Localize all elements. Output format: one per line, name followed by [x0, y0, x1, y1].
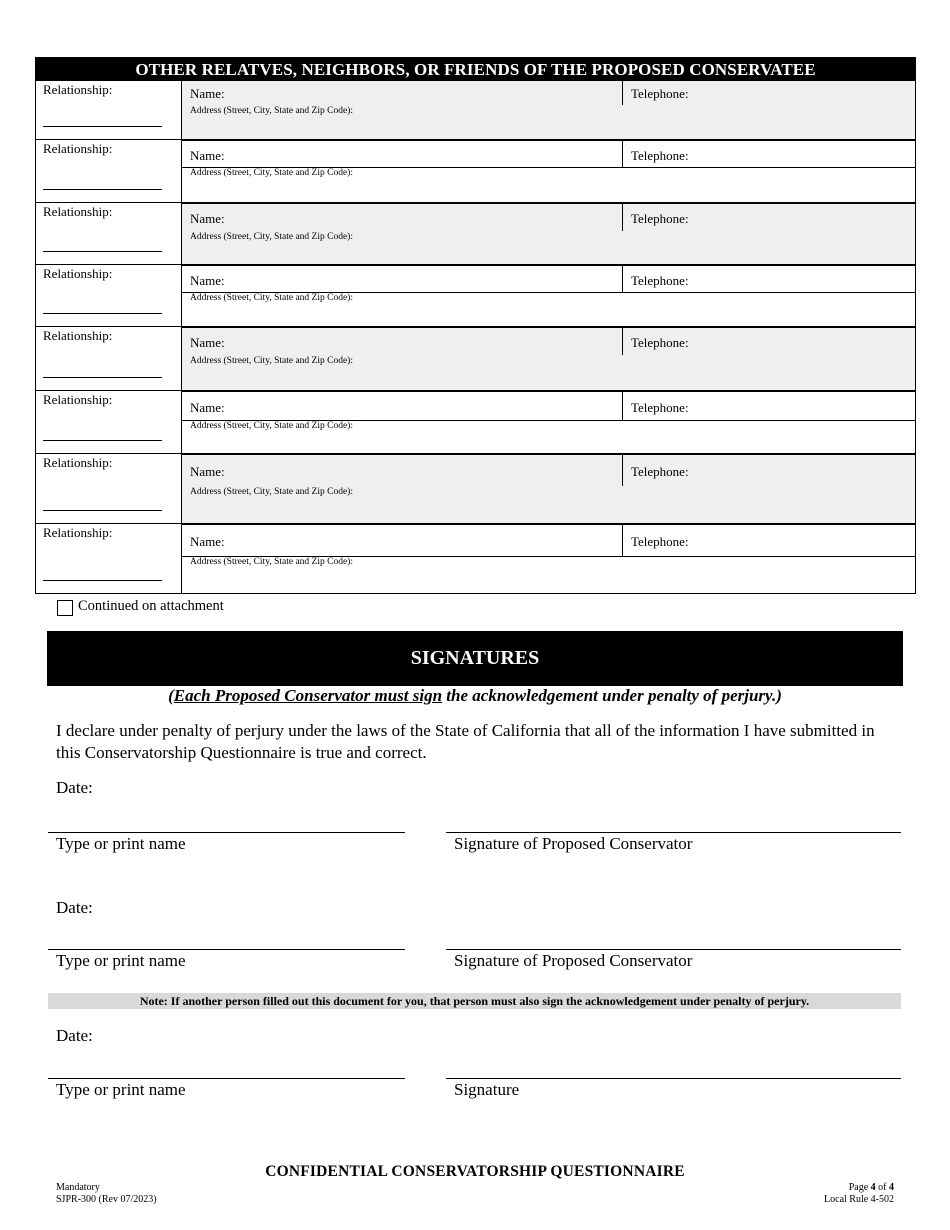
preparer-note: Note: If another person filled out this document for you, that person must also sign the acknowledgement under penalty of perjury. — [48, 993, 901, 1009]
name-label: Name: — [190, 534, 225, 549]
signature-instruction: (Each Proposed Conservator must sign the acknowledgement under penalty of perjury.) — [168, 686, 782, 705]
relationship-label: Relationship: — [43, 266, 113, 281]
telephone-field[interactable] — [622, 265, 916, 293]
name-field[interactable] — [181, 140, 623, 168]
name-label: Name: — [190, 400, 225, 415]
signature-line-1[interactable] — [446, 832, 901, 833]
conservator-signature-label-2: Signature of Proposed Conservator — [454, 951, 693, 970]
print-name-line-2[interactable] — [48, 949, 405, 950]
relationship-label: Relationship: — [43, 328, 113, 343]
relationship-label: Relationship: — [43, 141, 113, 156]
print-name-line-1[interactable] — [48, 832, 405, 833]
address-field[interactable] — [181, 167, 916, 203]
address-label: Address (Street, City, State and Zip Code): — [190, 557, 353, 567]
relationship-blank-line[interactable] — [43, 580, 162, 581]
address-field[interactable] — [181, 292, 916, 327]
relationship-label: Relationship: — [43, 455, 113, 470]
print-name-line-3[interactable] — [48, 1078, 405, 1079]
form-number: SJPR-300 (Rev 07/2023) — [56, 1194, 157, 1205]
telephone-field[interactable] — [622, 327, 916, 356]
mandatory-label: Mandatory — [56, 1182, 100, 1193]
local-rule: Local Rule 4-502 — [824, 1194, 894, 1205]
instruction-emphasis: Each Proposed Conservator must sign — [173, 686, 443, 705]
date-label-2: Date: — [56, 898, 93, 917]
telephone-field[interactable] — [622, 391, 916, 421]
relative-entry — [35, 265, 916, 327]
preparer-signature-label: Signature — [454, 1080, 520, 1099]
name-label: Name: — [190, 335, 225, 350]
relationship-blank-line[interactable] — [43, 440, 162, 441]
relationship-cell[interactable] — [35, 265, 182, 327]
relationship-blank-line[interactable] — [43, 377, 162, 378]
relative-entry — [35, 327, 916, 391]
form-title: CONFIDENTIAL CONSERVATORSHIP QUESTIONNAIRE — [265, 1163, 685, 1180]
name-field[interactable] — [181, 327, 623, 356]
signatures-section-title: SIGNATURES — [47, 631, 903, 686]
address-label: Address (Street, City, State and Zip Code): — [190, 106, 353, 116]
name-field[interactable] — [181, 265, 623, 293]
continued-on-attachment-label: Continued on attachment — [78, 598, 224, 614]
relationship-cell[interactable] — [35, 391, 182, 454]
telephone-label: Telephone: — [631, 464, 689, 479]
name-label: Name: — [190, 211, 225, 226]
telephone-field[interactable] — [622, 81, 916, 106]
address-field[interactable] — [181, 556, 916, 594]
telephone-label: Telephone: — [631, 211, 689, 226]
relative-entry — [35, 391, 916, 454]
relative-entry — [35, 140, 916, 203]
relative-entry — [35, 81, 916, 140]
relationship-cell[interactable] — [35, 81, 182, 140]
address-field[interactable] — [181, 420, 916, 454]
perjury-declaration: I declare under penalty of perjury under the laws of the State of California that all of the information I have submitted in this Conservatorship Questionnaire is true and correct. — [56, 721, 875, 762]
print-name-label-1: Type or print name — [56, 834, 186, 853]
relationship-cell[interactable] — [35, 203, 182, 265]
relationship-label: Relationship: — [43, 82, 113, 97]
relationship-label: Relationship: — [43, 525, 113, 540]
page-indicator: Page 4 of 4 — [848, 1182, 894, 1193]
address-field[interactable] — [181, 105, 916, 140]
name-label: Name: — [190, 148, 225, 163]
name-label: Name: — [190, 86, 225, 101]
relative-entry — [35, 203, 916, 265]
name-label: Name: — [190, 464, 225, 479]
telephone-label: Telephone: — [631, 534, 689, 549]
relationship-label: Relationship: — [43, 392, 113, 407]
print-name-label-2: Type or print name — [56, 951, 186, 970]
telephone-label: Telephone: — [631, 400, 689, 415]
telephone-label: Telephone: — [631, 148, 689, 163]
telephone-label: Telephone: — [631, 273, 689, 288]
address-field[interactable] — [181, 486, 916, 524]
telephone-field[interactable] — [622, 140, 916, 168]
relationship-blank-line[interactable] — [43, 313, 162, 314]
address-label: Address (Street, City, State and Zip Code): — [190, 487, 353, 497]
name-field[interactable] — [181, 81, 623, 106]
continued-on-attachment-checkbox[interactable] — [57, 600, 73, 616]
name-field[interactable] — [181, 203, 623, 232]
relationship-blank-line[interactable] — [43, 251, 162, 252]
telephone-field[interactable] — [622, 203, 916, 232]
signature-line-3[interactable] — [446, 1078, 901, 1079]
relationship-cell[interactable] — [35, 524, 182, 594]
relationship-label: Relationship: — [43, 204, 113, 219]
relative-entry — [35, 454, 916, 524]
name-label: Name: — [190, 273, 225, 288]
address-label: Address (Street, City, State and Zip Code): — [190, 168, 353, 178]
address-label: Address (Street, City, State and Zip Code): — [190, 421, 353, 431]
relatives-section-title: OTHER RELATVES, NEIGHBORS, OR FRIENDS OF THE PROPOSED CONSERVATEE — [35, 57, 916, 81]
date-label-3: Date: — [56, 1026, 93, 1045]
telephone-field[interactable] — [622, 454, 916, 487]
relationship-cell[interactable] — [35, 140, 182, 203]
name-field[interactable] — [181, 524, 623, 557]
address-field[interactable] — [181, 355, 916, 391]
signature-line-2[interactable] — [446, 949, 901, 950]
relationship-cell[interactable] — [35, 327, 182, 391]
relationship-blank-line[interactable] — [43, 510, 162, 511]
relationship-cell[interactable] — [35, 454, 182, 524]
conservator-signature-label-1: Signature of Proposed Conservator — [454, 834, 693, 853]
date-label-1: Date: — [56, 778, 93, 797]
address-label: Address (Street, City, State and Zip Code): — [190, 293, 353, 303]
relationship-blank-line[interactable] — [43, 189, 162, 190]
relationship-blank-line[interactable] — [43, 126, 162, 127]
address-label: Address (Street, City, State and Zip Code): — [190, 356, 353, 366]
telephone-label: Telephone: — [631, 335, 689, 350]
name-field[interactable] — [181, 391, 623, 421]
print-name-label-3: Type or print name — [56, 1080, 186, 1099]
telephone-field[interactable] — [622, 524, 916, 557]
telephone-label: Telephone: — [631, 86, 689, 101]
address-label: Address (Street, City, State and Zip Code): — [190, 232, 353, 242]
address-field[interactable] — [181, 231, 916, 265]
relative-entry — [35, 524, 916, 594]
name-field[interactable] — [181, 454, 623, 487]
